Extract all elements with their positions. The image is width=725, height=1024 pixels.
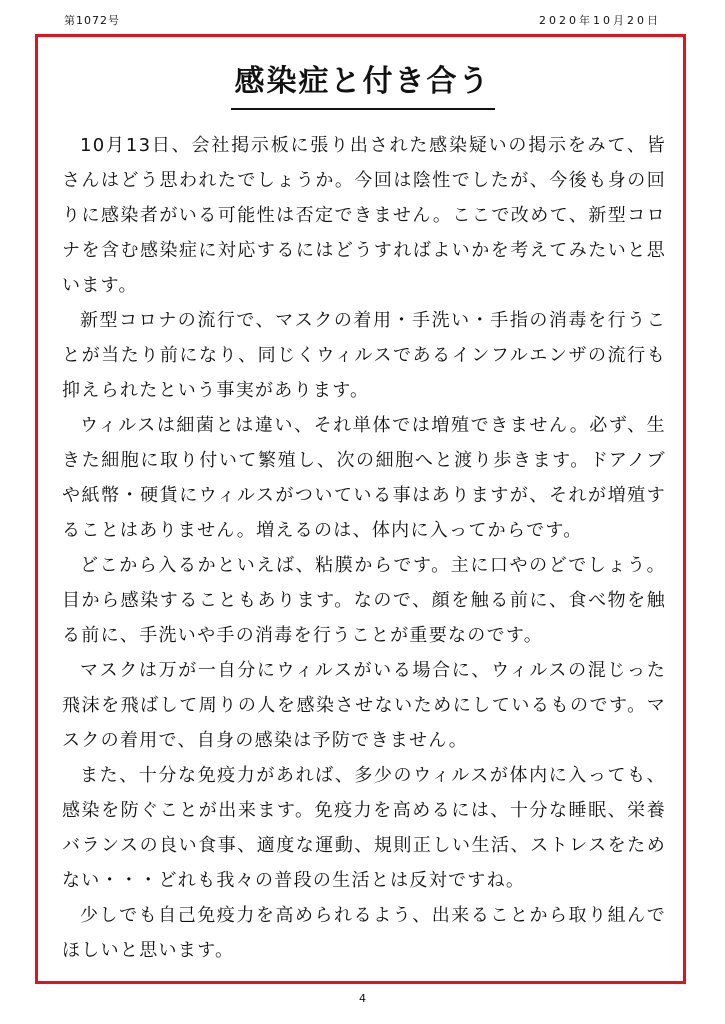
paragraph-4: どこから入るかといえば、粘膜からです。主に口やのどでしょう。目から感染することもあります。なので、顔を触る前に、食べ物を触る前に、手洗いや手の消毒を行うことが重要なのです。 (62, 555, 666, 646)
article-title: 感染症と付き合う (231, 62, 495, 110)
issue-date: 2020年10月20日 (539, 14, 661, 27)
issue-number: 第1072号 (64, 14, 120, 27)
article-title-container (0, 62, 725, 110)
paragraph-1: 10月13日、会社掲示板に張り出された感染疑いの掲示をみて、皆さんはどう思われたでしょうか。今回は陰性でしたが、今後も身の回りに感染者がいる可能性は否定できません。ここで改めて、新型コロナを含む感染症に対応するにはどうすればよいかを考えてみたいと思います。 (62, 135, 666, 296)
paragraph-3: ウィルスは細菌とは違い、それ単体では増殖できません。必ず、生きた細胞に取り付いて繁殖し、次の細胞へと渡り歩きます。ドアノブや紙幣・硬貨にウィルスがついている事はありますが、それが増殖することはありません。増えるのは、体内に入ってからです。 (62, 415, 666, 541)
paragraph-6: また、十分な免疫力があれば、多少のウィルスが体内に入っても、感染を防ぐことが出来ます。免疫力を高めるには、十分な睡眠、栄養バランスの良い食事、適度な運動、規則正しい生活、ストレスをためない・・・どれも我々の普段の生活とは反対ですね。 (62, 765, 666, 891)
article-body (62, 128, 666, 968)
paragraph-5: マスクは万が一自分にウィルスがいる場合に、ウィルスの混じった飛沫を飛ばして周りの人を感染させないためにしているものです。マスクの着用で、自身の感染は予防できません。 (62, 660, 666, 751)
paragraph-2: 新型コロナの流行で、マスクの着用・手洗い・手指の消毒を行うことが当たり前になり、同じくウィルスであるインフルエンザの流行も抑えられたという事実があります。 (62, 310, 666, 401)
page-number: 4 (359, 992, 366, 1005)
paragraph-7: 少しでも自己免疫力を高められるよう、出来ることから取り組んでほしいと思います。 (62, 905, 666, 961)
